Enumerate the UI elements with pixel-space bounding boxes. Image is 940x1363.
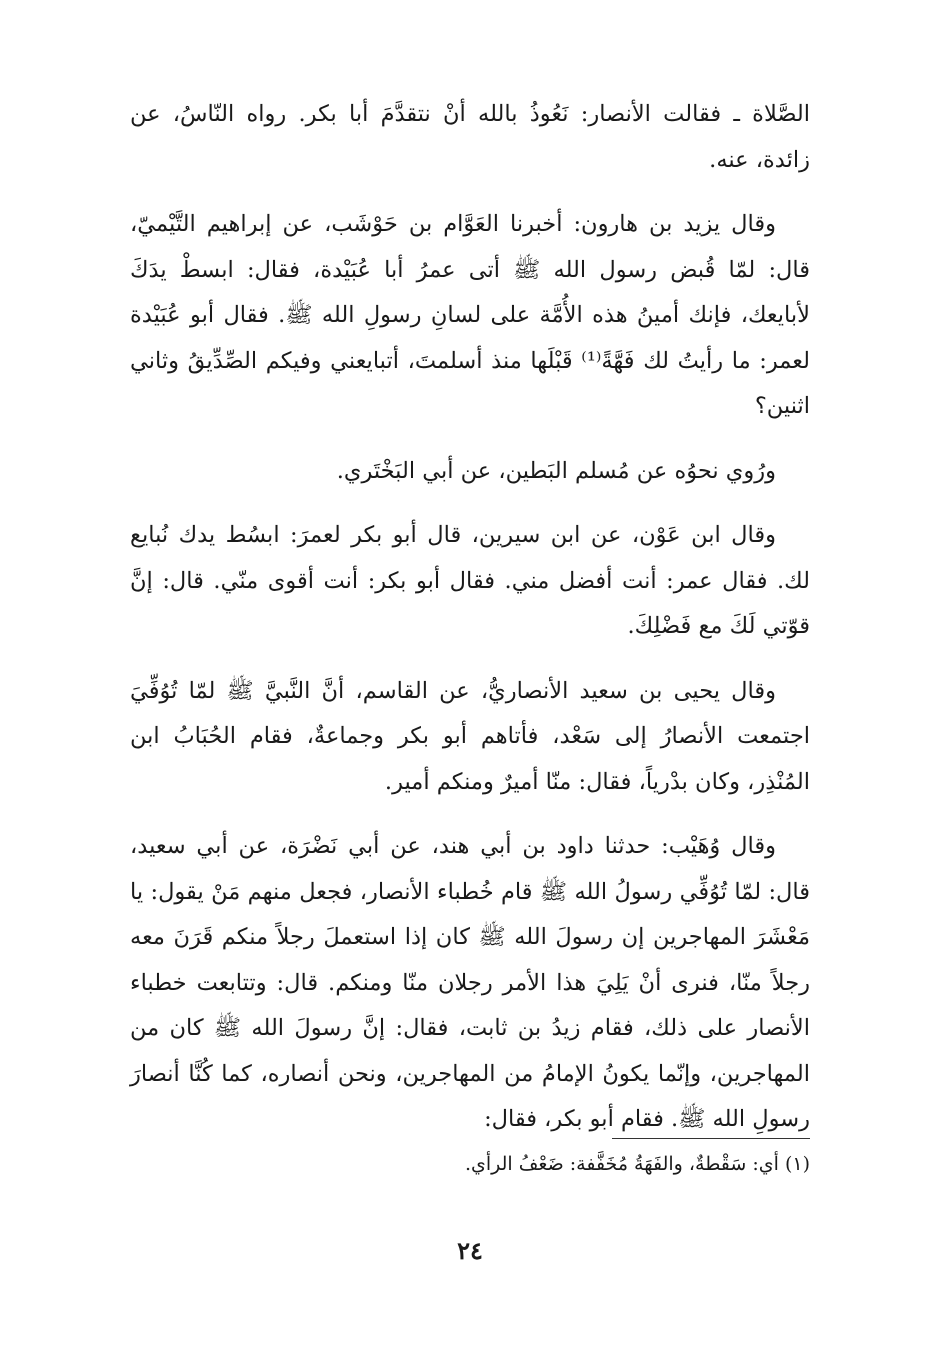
paragraph-1: الصَّلاة ـ فقالت الأنصار: نَعُوذُ بالله أنْ نتقدَّمَ أبا بكر. رواه النّاسُ، عن زائدة، عنه. (130, 101, 810, 173)
paragraph-5: وقال يحيى بن سعيد الأنصاريُّ، عن القاسم، أنَّ النَّبيَّ ﷺ لمّا تُوُفِّيَ اجتمعت الأنصارُ إلى سَعْد، فأتاهم أبو بكر وجماعةٌ، فقام الحُبَابُ ابن المُنْذِر، وكان بدْرياً، فقال: منّا أميرٌ ومنكم أمير. (130, 677, 810, 795)
paragraph-4: وقال ابن عَوْن، عن ابن سيرين، قال أبو بكر لعمرَ: ابسُط يدك نُبايع لك. فقال عمر: أنت أفضل مني. فقال أبو بكر: أنت أقوى منّي. قال: إنَّ قوّتي لَكَ مع فَضْلِكَ. (130, 522, 810, 639)
paragraph-3: ورُوي نحوُه عن مُسلم البَطين، عن أبي البَخْتَري. (336, 457, 776, 484)
page-number: ٢٤ (457, 1236, 483, 1265)
footnote: (١) أي: سَقْطةٌ، والفَهَةُ مُخَفَّفة: ضَعْفُ الرأي. (464, 1153, 810, 1175)
paragraph-2: وقال يزيد بن هارون: أخبرنا العَوَّام بن حَوْشَب، عن إبراهيم التَّيْميّ، قال: لمّا قُبض رسول الله ﷺ أتى عمرُ أبا عُبَيْدة، فقال: ابسطْ يدَكَ لأبايعك، فإنك أمينُ هذه الأُمَّة على لسانِ رسولِ الله ﷺ. فقال أبو عُبَيْدة لعمر: ما رأيتُ لك فَهَّةً⁽¹⁾ قَبْلَها منذ أسلمتَ، أتبايعني وفيكم الصِّدِّيقُ وثاني اثنين؟ (130, 211, 810, 419)
page-body (130, 92, 810, 1162)
footnote-separator (612, 1138, 810, 1139)
paragraph-6: وقال وُهَيْب: حدثنا داود بن أبي هند، عن أبي نَضْرَة، عن أبي سعيد، قال: لمّا تُوُفِّي رسولُ الله ﷺ قام خُطباء الأنصار، فجعل منهم مَنْ يقول: يا مَعْشَرَ المهاجرين إن رسولَ الله ﷺ كان إذا استعملَ رجلاً منكم قَرَنَ معه رجلاً منّا، فنرى أنْ يَلِيَ هذا الأمر رجلان منّا ومنكم. قال: وتتابعت خطباء الأنصار على ذلك، فقام زيدُ بن ثابت، فقال: إنَّ رسولَ الله ﷺ كان من المهاجرين، وإنّما يكونُ الإمامُ من المهاجرين، ونحن أنصاره، كما كُنَّا أنصارَ رسولِ الله ﷺ. فقام أبو بكر، فقال: (130, 833, 810, 1132)
